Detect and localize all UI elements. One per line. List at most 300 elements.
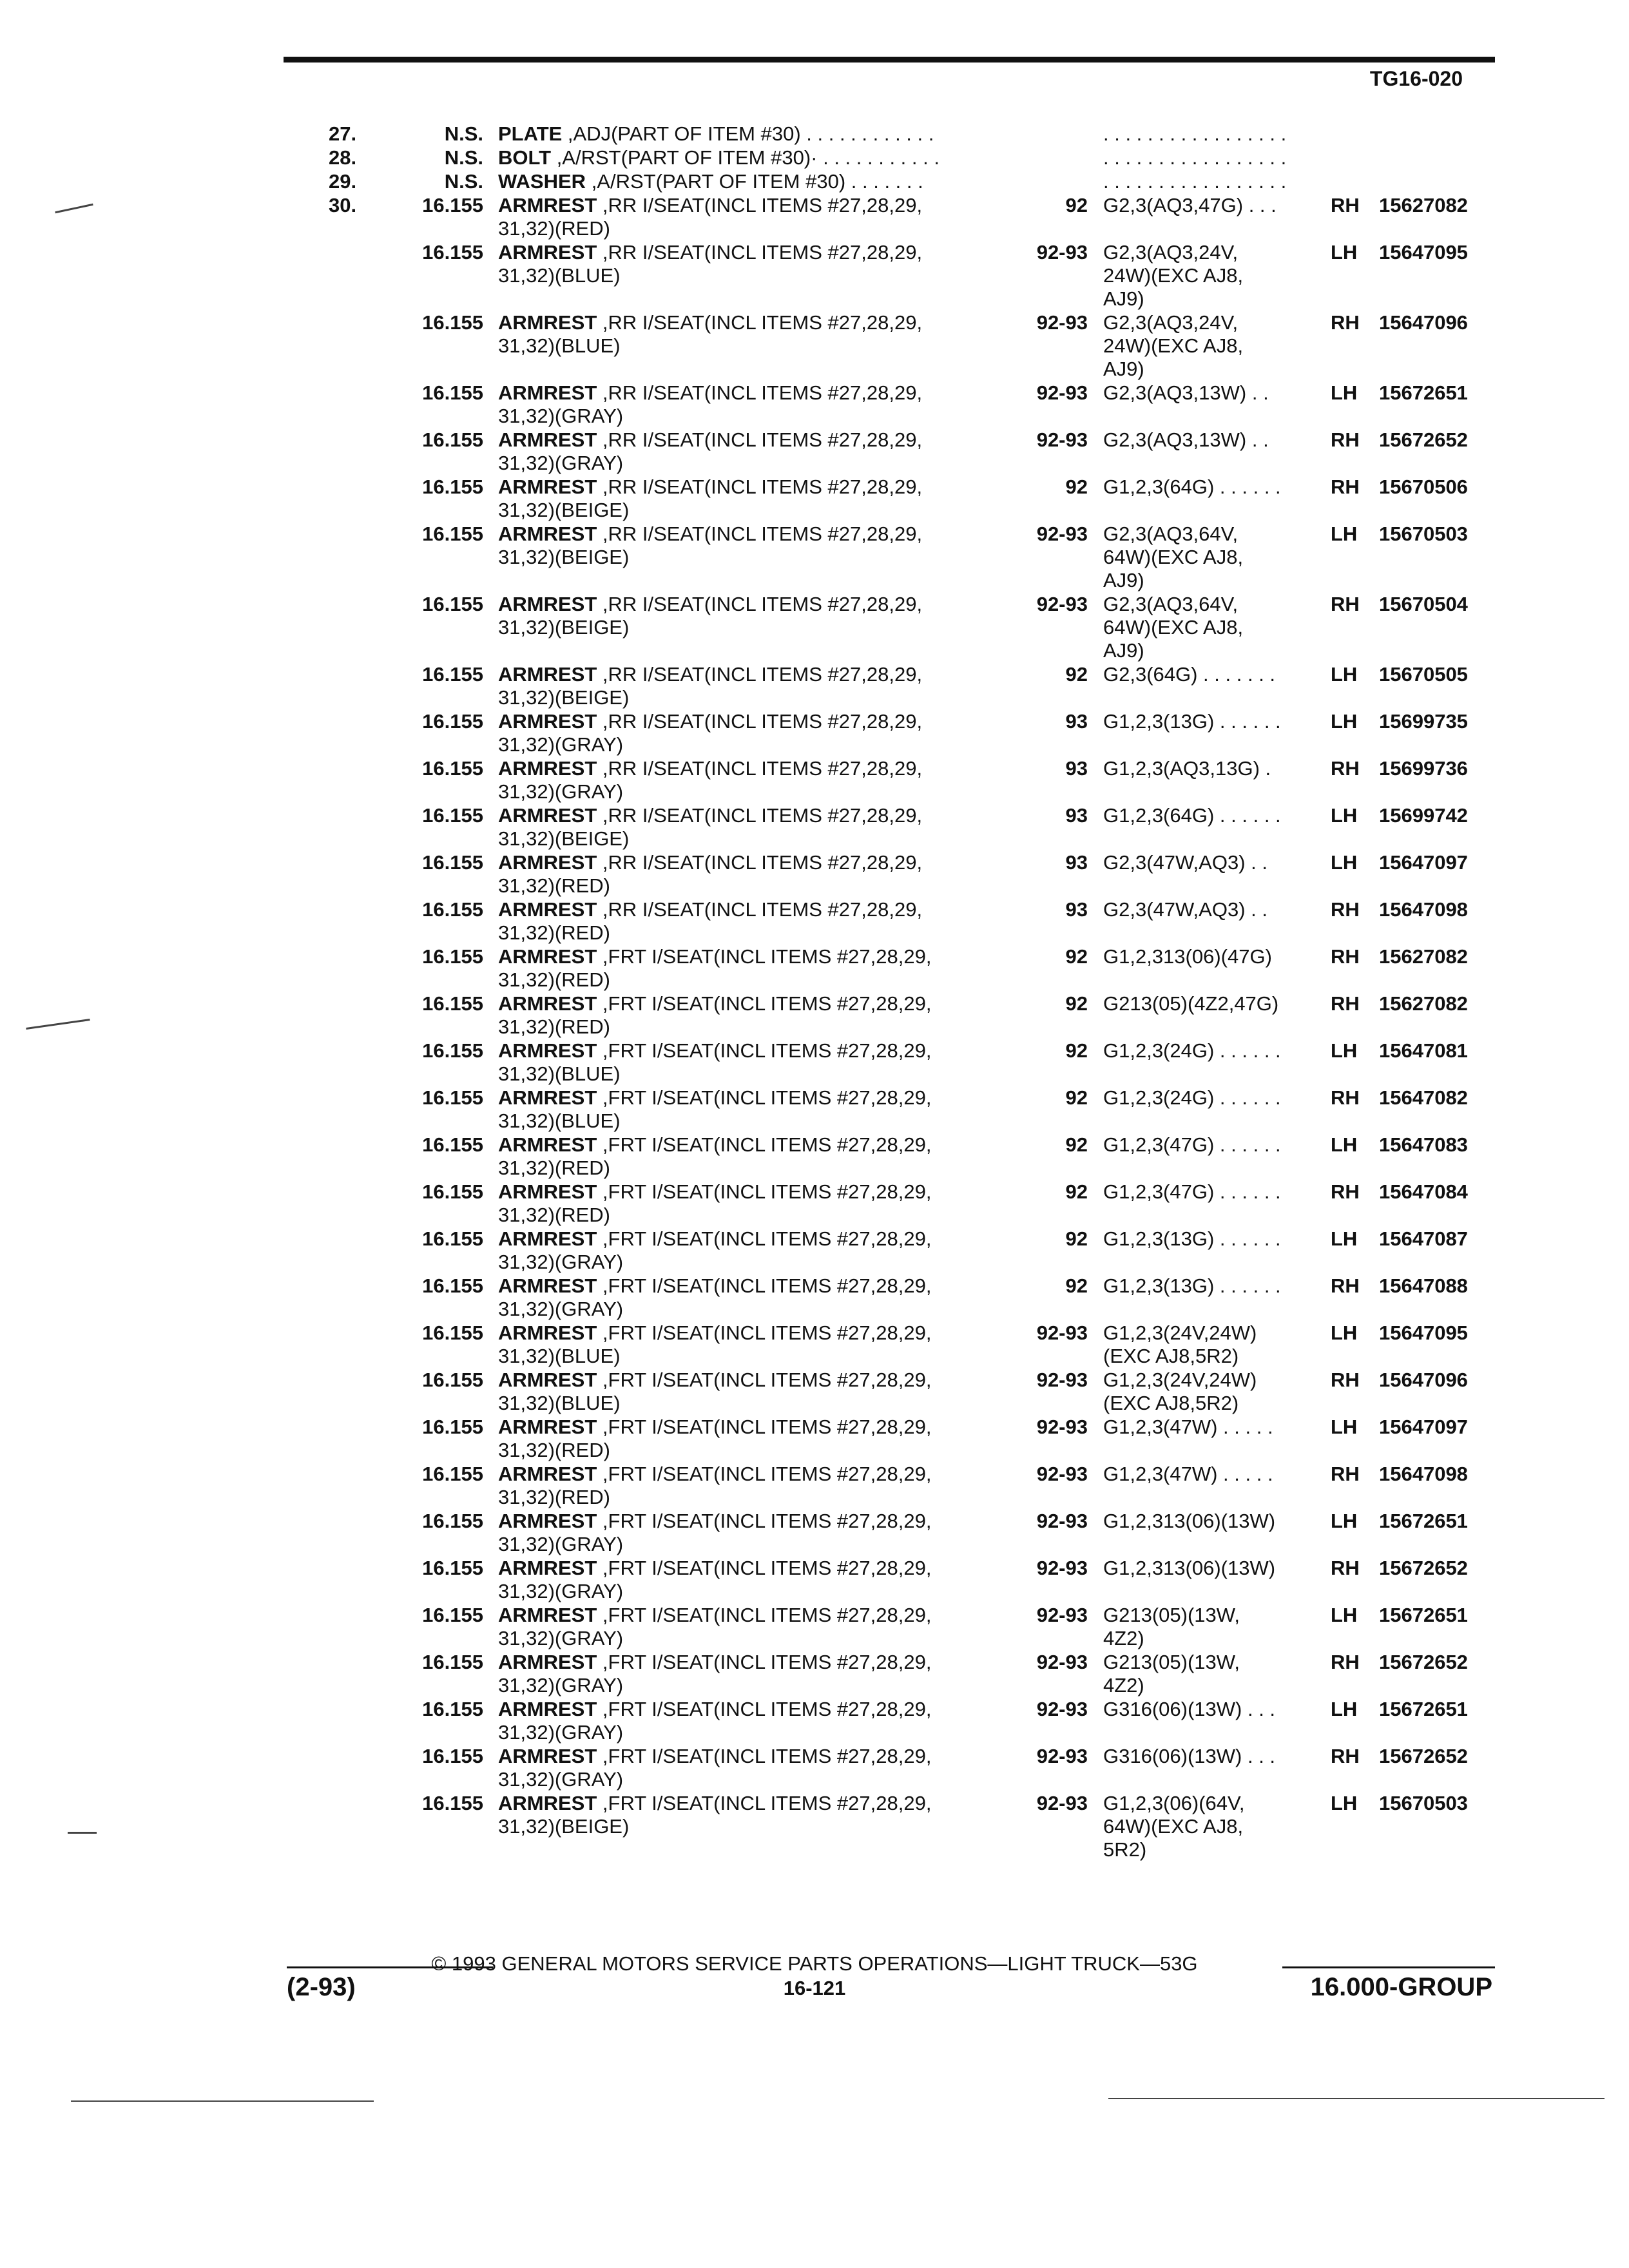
part-description-line1: ,RR I/SEAT(INCL ITEMS #27,28,29, bbox=[597, 311, 923, 334]
part-description bbox=[498, 1133, 931, 1180]
side: RH bbox=[1331, 1086, 1360, 1109]
top-rule bbox=[284, 57, 1495, 62]
side: LH bbox=[1331, 1039, 1358, 1062]
application: G316(06)(13W) . . . bbox=[1103, 1745, 1276, 1767]
side: LH bbox=[1331, 1133, 1358, 1156]
application: G2,3(AQ3,64V, 64W)(EXC AJ8, AJ9) bbox=[1103, 593, 1244, 662]
part-description-line1: ,FRT I/SEAT(INCL ITEMS #27,28,29, bbox=[597, 1274, 932, 1297]
application: G1,2,313(06)(13W) bbox=[1103, 1557, 1276, 1579]
part-number: 15647095 bbox=[1379, 241, 1468, 264]
part-name: ARMREST bbox=[498, 898, 597, 921]
part-description-line1: ,FRT I/SEAT(INCL ITEMS #27,28,29, bbox=[597, 1604, 932, 1626]
part-name: ARMREST bbox=[498, 428, 597, 451]
application: G213(05)(4Z2,47G) bbox=[1103, 992, 1279, 1015]
part-number: 15670503 bbox=[1379, 523, 1468, 545]
part-number: 15647082 bbox=[1379, 1086, 1468, 1109]
application: G1,2,3(47G) . . . . . . bbox=[1103, 1133, 1281, 1156]
part-description bbox=[498, 523, 922, 569]
part-name: ARMREST bbox=[498, 241, 597, 264]
part-description-line2: 31,32)(GRAY) bbox=[498, 1533, 624, 1555]
part-number: 15627082 bbox=[1379, 945, 1468, 968]
part-description-line1: ,FRT I/SEAT(INCL ITEMS #27,28,29, bbox=[597, 1227, 932, 1250]
parts-row bbox=[0, 241, 1629, 311]
side: RH bbox=[1331, 1369, 1360, 1391]
part-description bbox=[498, 593, 922, 639]
model-years: 92-93 bbox=[1036, 1510, 1088, 1532]
model-years: 92 bbox=[1065, 1039, 1088, 1062]
part-description-line2: 31,32)(BLUE) bbox=[498, 1110, 621, 1132]
application: . . . . . . . . . . . . . . . . . bbox=[1103, 170, 1287, 193]
side: LH bbox=[1331, 523, 1358, 545]
part-name: ARMREST bbox=[498, 381, 597, 404]
part-description-line1: ,RR I/SEAT(INCL ITEMS #27,28,29, bbox=[597, 523, 923, 545]
part-name: ARMREST bbox=[498, 945, 597, 968]
part-number: 15647083 bbox=[1379, 1133, 1468, 1156]
group-number: 16.155 bbox=[422, 523, 483, 545]
application: G1,2,3(64G) . . . . . . bbox=[1103, 804, 1281, 827]
part-description-line1: ,FRT I/SEAT(INCL ITEMS #27,28,29, bbox=[597, 1416, 932, 1438]
model-years: 92-93 bbox=[1036, 1698, 1088, 1720]
parts-row bbox=[0, 710, 1629, 757]
item-number: 29. bbox=[329, 170, 357, 193]
application: . . . . . . . . . . . . . . . . . bbox=[1103, 146, 1287, 169]
part-description-line1: ,A/RST(PART OF ITEM #30) . . . . . . . bbox=[586, 170, 923, 193]
parts-row bbox=[0, 1604, 1629, 1651]
part-description bbox=[498, 851, 922, 898]
part-description-line1: ,RR I/SEAT(INCL ITEMS #27,28,29, bbox=[597, 241, 923, 264]
part-description bbox=[498, 1274, 931, 1321]
group-number: 16.155 bbox=[422, 1651, 483, 1673]
parts-row bbox=[0, 804, 1629, 851]
side: RH bbox=[1331, 428, 1360, 451]
part-description bbox=[498, 1180, 931, 1227]
model-years: 93 bbox=[1065, 757, 1088, 780]
side: LH bbox=[1331, 663, 1358, 686]
side: LH bbox=[1331, 1698, 1358, 1720]
parts-row bbox=[0, 898, 1629, 945]
model-years: 93 bbox=[1065, 851, 1088, 874]
part-description-line2: 31,32)(GRAY) bbox=[498, 452, 624, 474]
model-years: 92-93 bbox=[1036, 1557, 1088, 1579]
part-description-line1: ,FRT I/SEAT(INCL ITEMS #27,28,29, bbox=[597, 1792, 932, 1814]
part-description-line1: ,FRT I/SEAT(INCL ITEMS #27,28,29, bbox=[597, 1510, 932, 1532]
group-number: 16.155 bbox=[422, 311, 483, 334]
application: G2,3(AQ3,13W) . . bbox=[1103, 381, 1269, 404]
group-number: 16.155 bbox=[422, 1133, 483, 1156]
part-description-line2: 31,32)(BEIGE) bbox=[498, 1815, 630, 1838]
part-name: ARMREST bbox=[498, 1086, 597, 1109]
part-description bbox=[498, 194, 922, 240]
part-description-line1: ,FRT I/SEAT(INCL ITEMS #27,28,29, bbox=[597, 945, 932, 968]
side: RH bbox=[1331, 898, 1360, 921]
part-description bbox=[498, 1086, 931, 1133]
footer-page-number: 16-121 bbox=[783, 1977, 846, 1999]
part-name: ARMREST bbox=[498, 851, 597, 874]
application: G1,2,3(24V,24W) (EXC AJ8,5R2) bbox=[1103, 1369, 1257, 1414]
part-description-line1: ,FRT I/SEAT(INCL ITEMS #27,28,29, bbox=[597, 1086, 932, 1109]
part-description-line2: 31,32)(RED) bbox=[498, 1204, 610, 1226]
part-number: 15647081 bbox=[1379, 1039, 1468, 1062]
parts-row bbox=[0, 663, 1629, 710]
group-number: 16.155 bbox=[422, 710, 483, 733]
part-name: WASHER bbox=[498, 170, 586, 193]
part-description bbox=[498, 381, 922, 428]
parts-row bbox=[0, 1557, 1629, 1604]
part-number: 15647096 bbox=[1379, 1369, 1468, 1391]
footer-date-code: (2-93) bbox=[287, 1973, 356, 2001]
part-description-line2: 31,32)(GRAY) bbox=[498, 1251, 624, 1273]
part-name: ARMREST bbox=[498, 1745, 597, 1767]
part-number: 15672652 bbox=[1379, 1557, 1468, 1579]
model-years: 92-93 bbox=[1036, 1416, 1088, 1438]
part-description bbox=[498, 1510, 931, 1556]
part-description bbox=[498, 1698, 931, 1744]
group-number: 16.155 bbox=[422, 1039, 483, 1062]
side: LH bbox=[1331, 381, 1358, 404]
model-years: 92 bbox=[1065, 1086, 1088, 1109]
part-description bbox=[498, 804, 922, 850]
part-description-line2: 31,32)(RED) bbox=[498, 921, 610, 944]
group-number: 16.155 bbox=[422, 1510, 483, 1532]
item-number: 30. bbox=[329, 194, 357, 216]
page-code: TG16-020 bbox=[1369, 67, 1463, 90]
part-description-line2: 31,32)(GRAY) bbox=[498, 405, 624, 427]
part-number: 15672651 bbox=[1379, 1510, 1468, 1532]
part-name: ARMREST bbox=[498, 1557, 597, 1579]
part-description-line1: ,RR I/SEAT(INCL ITEMS #27,28,29, bbox=[597, 710, 923, 733]
footer-copyright: © 1993 GENERAL MOTORS SERVICE PARTS OPERATIONS—LIGHT TRUCK—53G bbox=[431, 1952, 1198, 1975]
group-number: N.S. bbox=[444, 146, 483, 169]
application: G1,2,3(47G) . . . . . . bbox=[1103, 1180, 1281, 1203]
parts-row bbox=[0, 311, 1629, 381]
part-description-line1: ,FRT I/SEAT(INCL ITEMS #27,28,29, bbox=[597, 1133, 932, 1156]
model-years: 92-93 bbox=[1036, 1463, 1088, 1485]
part-description-line2: 31,32)(BEIGE) bbox=[498, 616, 630, 639]
side: RH bbox=[1331, 593, 1360, 615]
part-description bbox=[498, 241, 922, 287]
part-description-line2: 31,32)(BLUE) bbox=[498, 334, 621, 357]
side: LH bbox=[1331, 1792, 1358, 1814]
part-description bbox=[498, 311, 922, 358]
parts-row bbox=[0, 992, 1629, 1039]
application: G1,2,3(24G) . . . . . . bbox=[1103, 1039, 1281, 1062]
part-description-line1: ,FRT I/SEAT(INCL ITEMS #27,28,29, bbox=[597, 1698, 932, 1720]
part-name: ARMREST bbox=[498, 1039, 597, 1062]
part-number: 15647088 bbox=[1379, 1274, 1468, 1297]
parts-row bbox=[0, 1745, 1629, 1792]
application: G1,2,3(06)(64V, 64W)(EXC AJ8, 5R2) bbox=[1103, 1792, 1245, 1861]
part-description-line2: 31,32)(BLUE) bbox=[498, 1062, 621, 1085]
part-description-line2: 31,32)(GRAY) bbox=[498, 1674, 624, 1696]
part-description-line2: 31,32)(GRAY) bbox=[498, 1721, 624, 1744]
part-description-line2: 31,32)(BEIGE) bbox=[498, 827, 630, 850]
part-description bbox=[498, 710, 922, 756]
part-name: ARMREST bbox=[498, 1604, 597, 1626]
part-description-line1: ,FRT I/SEAT(INCL ITEMS #27,28,29, bbox=[597, 1557, 932, 1579]
part-name: ARMREST bbox=[498, 1274, 597, 1297]
application: G1,2,3(13G) . . . . . . bbox=[1103, 1227, 1281, 1250]
group-number: 16.155 bbox=[422, 476, 483, 498]
part-description-line1: ,RR I/SEAT(INCL ITEMS #27,28,29, bbox=[597, 757, 923, 780]
parts-row bbox=[0, 757, 1629, 804]
part-number: 15672652 bbox=[1379, 1651, 1468, 1673]
side: LH bbox=[1331, 851, 1358, 874]
group-number: 16.155 bbox=[422, 1745, 483, 1767]
part-number: 15672651 bbox=[1379, 1604, 1468, 1626]
model-years: 92 bbox=[1065, 663, 1088, 686]
group-number: 16.155 bbox=[422, 1274, 483, 1297]
part-number: 15672652 bbox=[1379, 428, 1468, 451]
application: G1,2,3(AQ3,13G) . bbox=[1103, 757, 1271, 780]
part-description-line1: ,RR I/SEAT(INCL ITEMS #27,28,29, bbox=[597, 804, 923, 827]
item-number: 28. bbox=[329, 146, 357, 169]
application: G2,3(47W,AQ3) . . bbox=[1103, 851, 1268, 874]
group-number: 16.155 bbox=[422, 194, 483, 216]
part-name: PLATE bbox=[498, 122, 563, 145]
part-description-line1: ,RR I/SEAT(INCL ITEMS #27,28,29, bbox=[597, 898, 923, 921]
part-description bbox=[498, 1039, 931, 1086]
part-name: ARMREST bbox=[498, 663, 597, 686]
group-number: 16.155 bbox=[422, 1180, 483, 1203]
group-number: 16.155 bbox=[422, 1698, 483, 1720]
group-number: 16.155 bbox=[422, 851, 483, 874]
part-number: 15672651 bbox=[1379, 381, 1468, 404]
group-number: 16.155 bbox=[422, 1086, 483, 1109]
model-years: 92 bbox=[1065, 1180, 1088, 1203]
parts-row bbox=[0, 523, 1629, 593]
part-number: 15699742 bbox=[1379, 804, 1468, 827]
application: G1,2,313(06)(13W) bbox=[1103, 1510, 1276, 1532]
application: G213(05)(13W, 4Z2) bbox=[1103, 1651, 1240, 1696]
application: G1,2,3(64G) . . . . . . bbox=[1103, 476, 1281, 498]
application: G1,2,3(47W) . . . . . bbox=[1103, 1416, 1273, 1438]
part-name: ARMREST bbox=[498, 523, 597, 545]
application: G2,3(64G) . . . . . . . bbox=[1103, 663, 1276, 686]
group-number: 16.155 bbox=[422, 1321, 483, 1344]
part-number: 15647097 bbox=[1379, 851, 1468, 874]
group-number: 16.155 bbox=[422, 1463, 483, 1485]
part-description bbox=[498, 1321, 931, 1368]
part-description-line1: ,RR I/SEAT(INCL ITEMS #27,28,29, bbox=[597, 663, 923, 686]
part-description bbox=[498, 428, 922, 475]
part-description-line2: 31,32)(BEIGE) bbox=[498, 499, 630, 521]
part-description bbox=[498, 1416, 931, 1462]
application: G2,3(47W,AQ3) . . bbox=[1103, 898, 1268, 921]
group-number: 16.155 bbox=[422, 945, 483, 968]
part-description-line2: 31,32)(GRAY) bbox=[498, 733, 624, 756]
side: RH bbox=[1331, 1745, 1360, 1767]
side: LH bbox=[1331, 241, 1358, 264]
part-description-line1: ,RR I/SEAT(INCL ITEMS #27,28,29, bbox=[597, 851, 923, 874]
part-number: 15647087 bbox=[1379, 1227, 1468, 1250]
group-number: 16.155 bbox=[422, 241, 483, 264]
application: G2,3(AQ3,64V, 64W)(EXC AJ8, AJ9) bbox=[1103, 523, 1244, 591]
side: RH bbox=[1331, 311, 1360, 334]
model-years: 92-93 bbox=[1036, 523, 1088, 545]
part-name: ARMREST bbox=[498, 1651, 597, 1673]
side: LH bbox=[1331, 1510, 1358, 1532]
group-number: 16.155 bbox=[422, 663, 483, 686]
model-years: 92 bbox=[1065, 1274, 1088, 1297]
application: G316(06)(13W) . . . bbox=[1103, 1698, 1276, 1720]
model-years: 92 bbox=[1065, 945, 1088, 968]
side: RH bbox=[1331, 992, 1360, 1015]
model-years: 93 bbox=[1065, 804, 1088, 827]
parts-row bbox=[0, 1227, 1629, 1274]
group-number: 16.155 bbox=[422, 1227, 483, 1250]
part-description bbox=[498, 146, 940, 169]
part-number: 15670506 bbox=[1379, 476, 1468, 498]
part-name: ARMREST bbox=[498, 1227, 597, 1250]
application: G2,3(AQ3,13W) . . bbox=[1103, 428, 1269, 451]
part-description-line1: ,FRT I/SEAT(INCL ITEMS #27,28,29, bbox=[597, 1180, 932, 1203]
parts-row bbox=[0, 1321, 1629, 1369]
part-name: ARMREST bbox=[498, 804, 597, 827]
part-description bbox=[498, 663, 922, 709]
part-description-line1: ,FRT I/SEAT(INCL ITEMS #27,28,29, bbox=[597, 1369, 932, 1391]
application: G1,2,3(47W) . . . . . bbox=[1103, 1463, 1273, 1485]
part-description-line2: 31,32)(RED) bbox=[498, 1439, 610, 1461]
group-number: 16.155 bbox=[422, 381, 483, 404]
group-number: 16.155 bbox=[422, 1416, 483, 1438]
bottom-rule-left bbox=[71, 2100, 374, 2102]
parts-row bbox=[0, 851, 1629, 898]
model-years: 92 bbox=[1065, 1227, 1088, 1250]
part-name: ARMREST bbox=[498, 1416, 597, 1438]
part-name: ARMREST bbox=[498, 1369, 597, 1391]
part-description bbox=[498, 170, 923, 193]
part-description bbox=[498, 945, 931, 992]
parts-row bbox=[0, 476, 1629, 523]
group-number: 16.155 bbox=[422, 898, 483, 921]
parts-row bbox=[0, 1698, 1629, 1745]
side: LH bbox=[1331, 1227, 1358, 1250]
parts-row bbox=[0, 428, 1629, 476]
part-description bbox=[498, 1604, 931, 1650]
side: LH bbox=[1331, 1604, 1358, 1626]
part-description-line2: 31,32)(RED) bbox=[498, 1015, 610, 1038]
part-description-line2: 31,32)(RED) bbox=[498, 874, 610, 897]
part-description-line2: 31,32)(GRAY) bbox=[498, 1298, 624, 1320]
model-years: 92-93 bbox=[1036, 593, 1088, 615]
parts-row bbox=[0, 945, 1629, 992]
part-description-line1: ,FRT I/SEAT(INCL ITEMS #27,28,29, bbox=[597, 992, 932, 1015]
model-years: 92-93 bbox=[1036, 311, 1088, 334]
bottom-rule-right bbox=[1108, 2098, 1605, 2099]
margin-mark bbox=[68, 1832, 97, 1834]
part-description-line2: 31,32)(RED) bbox=[498, 1157, 610, 1179]
side: RH bbox=[1331, 1274, 1360, 1297]
part-name: ARMREST bbox=[498, 593, 597, 615]
part-description-line1: ,A/RST(PART OF ITEM #30)· . . . . . . . . . . . bbox=[551, 146, 940, 169]
group-number: 16.155 bbox=[422, 1369, 483, 1391]
application: G213(05)(13W, 4Z2) bbox=[1103, 1604, 1240, 1649]
part-number: 15647096 bbox=[1379, 311, 1468, 334]
parts-row bbox=[0, 593, 1629, 663]
part-description-line2: 31,32)(BEIGE) bbox=[498, 686, 630, 709]
model-years: 92-93 bbox=[1036, 428, 1088, 451]
group-number: 16.155 bbox=[422, 1792, 483, 1814]
parts-row bbox=[0, 1086, 1629, 1133]
parts-row bbox=[0, 146, 1629, 170]
part-number: 15699735 bbox=[1379, 710, 1468, 733]
part-description bbox=[498, 1463, 931, 1509]
part-description-line1: ,ADJ(PART OF ITEM #30) . . . . . . . . . . . . bbox=[562, 122, 934, 145]
parts-row bbox=[0, 1792, 1629, 1862]
group-number: N.S. bbox=[444, 170, 483, 193]
part-description-line2: 31,32)(BLUE) bbox=[498, 264, 621, 287]
application: G1,2,3(24V,24W) (EXC AJ8,5R2) bbox=[1103, 1321, 1257, 1367]
part-description-line2: 31,32)(GRAY) bbox=[498, 1768, 624, 1791]
part-description-line2: 31,32)(RED) bbox=[498, 217, 610, 240]
part-description-line1: ,RR I/SEAT(INCL ITEMS #27,28,29, bbox=[597, 428, 923, 451]
parts-row bbox=[0, 1651, 1629, 1698]
application: G2,3(AQ3,24V, 24W)(EXC AJ8, AJ9) bbox=[1103, 311, 1244, 380]
part-number: 15670503 bbox=[1379, 1792, 1468, 1814]
parts-row bbox=[0, 1510, 1629, 1557]
part-description-line2: 31,32)(BEIGE) bbox=[498, 546, 630, 568]
group-number: N.S. bbox=[444, 122, 483, 145]
model-years: 92-93 bbox=[1036, 241, 1088, 264]
part-description bbox=[498, 122, 934, 146]
side: LH bbox=[1331, 1321, 1358, 1344]
parts-row bbox=[0, 1463, 1629, 1510]
application: G1,2,3(24G) . . . . . . bbox=[1103, 1086, 1281, 1109]
part-description bbox=[498, 1745, 931, 1791]
part-description bbox=[498, 1227, 931, 1274]
model-years: 92-93 bbox=[1036, 381, 1088, 404]
application: G1,2,313(06)(47G) bbox=[1103, 945, 1272, 968]
part-name: ARMREST bbox=[498, 311, 597, 334]
model-years: 92-93 bbox=[1036, 1369, 1088, 1391]
parts-row bbox=[0, 1039, 1629, 1086]
part-name: ARMREST bbox=[498, 476, 597, 498]
part-description-line1: ,FRT I/SEAT(INCL ITEMS #27,28,29, bbox=[597, 1039, 932, 1062]
side: LH bbox=[1331, 710, 1358, 733]
application: G2,3(AQ3,47G) . . . bbox=[1103, 194, 1277, 216]
side: RH bbox=[1331, 945, 1360, 968]
part-name: ARMREST bbox=[498, 1510, 597, 1532]
part-description bbox=[498, 898, 922, 945]
part-name: ARMREST bbox=[498, 710, 597, 733]
part-name: ARMREST bbox=[498, 194, 597, 216]
application: . . . . . . . . . . . . . . . . . bbox=[1103, 122, 1287, 145]
part-description-line2: 31,32)(GRAY) bbox=[498, 780, 624, 803]
group-number: 16.155 bbox=[422, 593, 483, 615]
part-name: BOLT bbox=[498, 146, 552, 169]
part-description bbox=[498, 1792, 931, 1838]
model-years: 92 bbox=[1065, 1133, 1088, 1156]
side: LH bbox=[1331, 804, 1358, 827]
parts-row bbox=[0, 1274, 1629, 1321]
side: RH bbox=[1331, 1463, 1360, 1485]
part-description-line1: ,FRT I/SEAT(INCL ITEMS #27,28,29, bbox=[597, 1321, 932, 1344]
side: RH bbox=[1331, 1180, 1360, 1203]
model-years: 93 bbox=[1065, 898, 1088, 921]
part-description-line2: 31,32)(BLUE) bbox=[498, 1345, 621, 1367]
part-name: ARMREST bbox=[498, 757, 597, 780]
part-number: 15647084 bbox=[1379, 1180, 1468, 1203]
part-description-line1: ,RR I/SEAT(INCL ITEMS #27,28,29, bbox=[597, 476, 923, 498]
model-years: 92 bbox=[1065, 194, 1088, 216]
part-number: 15670504 bbox=[1379, 593, 1468, 615]
parts-row bbox=[0, 170, 1629, 194]
side: RH bbox=[1331, 194, 1360, 216]
part-description-line2: 31,32)(BLUE) bbox=[498, 1392, 621, 1414]
part-name: ARMREST bbox=[498, 1321, 597, 1344]
side: RH bbox=[1331, 1651, 1360, 1673]
parts-row bbox=[0, 1133, 1629, 1180]
